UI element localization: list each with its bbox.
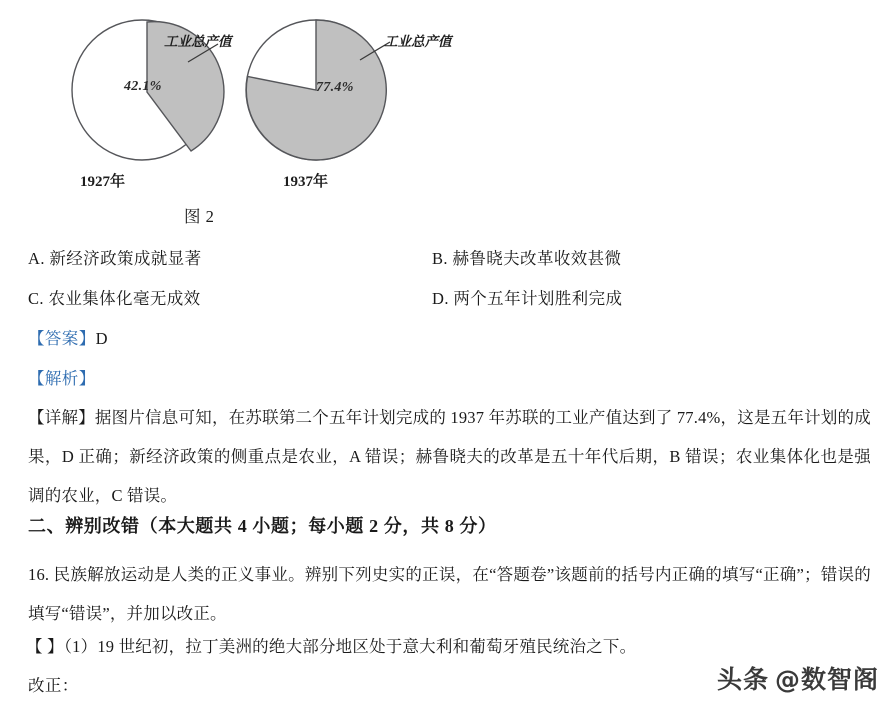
pie-1937-percent-label: 77.4% xyxy=(316,80,354,95)
question-16-text: 民族解放运动是人类的正义事业。辨别下列史实的正误，在“答题卷”该题前的括号内正确的填写“正确”；错误的填写“错误”，并加以改正。 xyxy=(28,565,871,623)
answer-line xyxy=(28,325,108,349)
detail-text: 据图片信息可知，在苏联第二个五年计划完成的 1937 年苏联的工业产值达到了 77.4%，这是五年计划的成果，D 正确；新经济政策的侧重点是农业，A 错误；赫鲁晓夫的改革是五十年代后期，B 错误；农业集体化也是强调的农业，C 错误。 xyxy=(28,408,871,505)
analysis-label: 【解析】 xyxy=(28,369,96,388)
option-b[interactable]: B. 赫鲁晓夫改革收效甚微 xyxy=(432,249,622,268)
pie-1937-year-label: 1937年 xyxy=(283,174,329,190)
pie-1927-percent-label: 42.1% xyxy=(124,79,162,94)
answer-bracket[interactable]: 【 】 xyxy=(26,637,64,656)
sub-question-index: （1） xyxy=(63,637,98,656)
watermark-prefix: 头条 xyxy=(716,665,769,694)
option-d[interactable]: D. 两个五年计划胜利完成 xyxy=(432,289,623,308)
pie-1937-callout-label: 工业总产值 xyxy=(384,34,452,50)
watermark xyxy=(717,660,879,696)
sub-question-1 xyxy=(26,633,871,657)
answer-label: 【答案】 xyxy=(28,329,96,348)
correction-label: 改正： xyxy=(28,676,79,695)
watermark-handle: @数智阁 xyxy=(774,665,879,694)
pie-chart-1937 xyxy=(238,12,458,190)
figure-2-charts xyxy=(0,0,895,200)
sub-question-text: 19 世纪初，拉丁美洲的绝大部分地区处于意大利和葡萄牙殖民统治之下。 xyxy=(97,637,637,656)
detail-explanation xyxy=(28,398,871,515)
pie-chart-1927 xyxy=(62,12,238,190)
answer-value: D xyxy=(95,329,108,348)
analysis-line xyxy=(28,365,96,389)
section-two-heading: 二、辨别改错（本大题共 4 小题；每小题 2 分，共 8 分） xyxy=(28,516,497,536)
detail-label: 【详解】 xyxy=(28,408,95,427)
question-16-stem xyxy=(28,555,871,633)
question-16-number: 16. xyxy=(28,565,50,584)
option-a[interactable]: A. 新经济政策成就显著 xyxy=(28,249,202,268)
pie-1927-year-label: 1927年 xyxy=(80,174,126,190)
option-c[interactable]: C. 农业集体化毫无成效 xyxy=(28,289,201,308)
pie-1927-callout-label: 工业总产值 xyxy=(164,34,232,50)
figure-caption: 图 2 xyxy=(184,207,215,226)
